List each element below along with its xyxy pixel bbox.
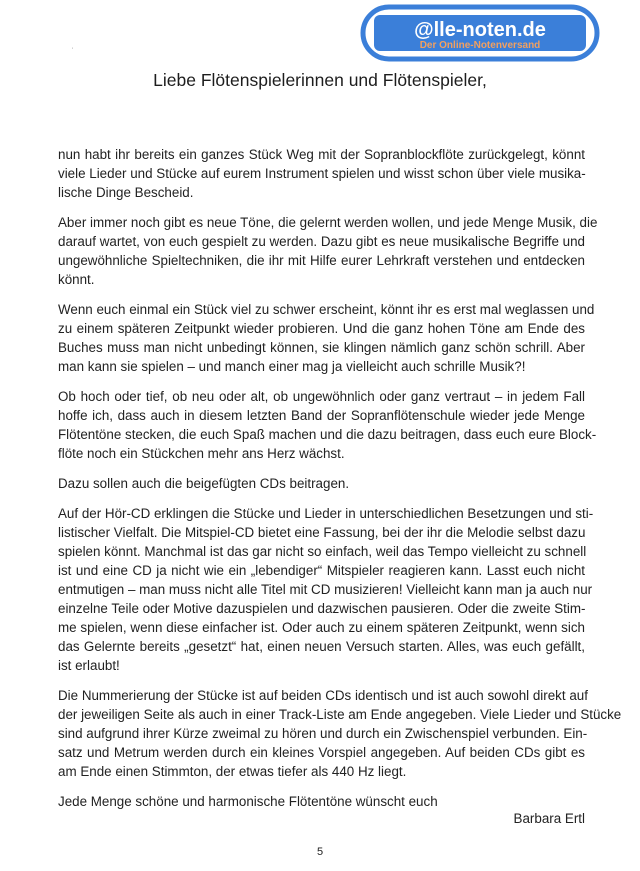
text-line: darauf wartet, von euch gespielt zu werden. Dazu gibt es neue musikalische Begriffe und — [58, 234, 585, 249]
text-line: Aber immer noch gibt es neue Töne, die gelernt werden wollen, und jede Menge Musik, die — [58, 215, 598, 230]
text-line: Dazu sollen auch die beigefügten CDs beitragen. — [58, 476, 350, 491]
watermark-tagline: Der Online-Notenversand — [419, 40, 541, 51]
text-line: könnt. — [58, 272, 95, 287]
text-line: spielen könnt. Manchmal ist das gar nicht so einfach, weil das Tempo vielleicht zu schnell — [58, 544, 587, 559]
page-title: Liebe Flötenspielerinnen und Flötenspieler, — [153, 70, 487, 90]
text-line: sind aufgrund ihrer Kürze zweimal zu hören und durch ein Zwischenspiel verbunden. Ein- — [58, 726, 588, 741]
corner-mark: ' — [72, 48, 74, 54]
paragraph — [58, 387, 597, 463]
text-line: flöte noch ein Stückchen mehr ans Herz wächst. — [58, 446, 345, 461]
text-line: man kann sie spielen – und manch einer mag ja vielleicht auch schrille Musik?! — [58, 359, 526, 374]
text-line: ist und eine CD ja nicht wie ein „lebendiger“ Mitspieler reagieren kann. Lasst euch nicht — [58, 563, 585, 578]
text-line: Auf der Hör-CD erklingen die Stücke und Lieder in unterschiedlichen Besetzungen und sti- — [58, 506, 594, 521]
text-line: einzelne Teile oder Motive dazuspielen und dazwischen pausieren. Oder die zweite Stim- — [58, 601, 586, 616]
text-line: satz und Metrum werden durch ein kleines Vorspiel angegeben. Auf beiden CDs gibt es — [58, 745, 585, 760]
text-line: Buches muss man nicht unbedingt können, sie klingen nämlich ganz schön schrill. Aber — [58, 340, 585, 355]
paragraph — [58, 213, 598, 289]
text-line: Jede Menge schöne und harmonische Flötentöne wünscht euch — [58, 794, 438, 809]
watermark-brand: @lle-noten.de — [414, 19, 546, 41]
paragraph — [58, 474, 585, 493]
text-line: listischer Vielfalt. Die Mitspiel-CD bietet eine Fassung, bei der ihr die Melodie selbst dazu — [58, 525, 586, 540]
text-line: Ob hoch oder tief, ob neu oder alt, ob ungewöhnlich oder ganz vertraut – in jedem Fall — [58, 389, 585, 404]
text-line: am Ende einen Stimmton, der etwas tiefer als 440 Hz liegt. — [58, 764, 407, 779]
signature: Barbara Ertl — [513, 811, 585, 826]
paragraph — [58, 686, 622, 781]
text-line: nun habt ihr bereits ein ganzes Stück Weg mit der Sopranblockflöte zurückgelegt, könnt — [58, 147, 585, 162]
text-line: Wenn euch einmal ein Stück viel zu schwer erscheint, könnt ihr es erst mal weglassen und — [58, 302, 595, 317]
watermark-stamp — [360, 4, 600, 62]
text-line: ungewöhnliche Spieltechniken, die ihr mit Hilfe eurer Lehrkraft verstehen und entdecken — [58, 253, 585, 268]
text-line: ist erlaubt! — [58, 658, 120, 673]
text-line: lische Dinge Bescheid. — [58, 185, 194, 200]
text-line: der jeweiligen Seite als auch in einer Track-Liste am Ende angegeben. Viele Lieder und Stücke — [58, 707, 622, 722]
text-line: me spielen, wenn diese einfacher ist. Oder auch zu einem späteren Zeitpunkt, wenn sich — [58, 620, 585, 635]
text-line: das Gelernte bereits „gesetzt“ hat, einen neuen Versuch starten. Alles, was euch gefällt, — [58, 639, 585, 654]
paragraph — [58, 504, 594, 675]
text-line: entmutigen – man muss nicht alle Titel mit CD musizieren! Vielleicht kann man ja auch nur — [58, 582, 593, 597]
text-line: zu einem späteren Zeitpunkt wieder probieren. Und die ganz hohen Töne am Ende des — [58, 321, 585, 336]
page-number: 5 — [316, 846, 324, 858]
text-line: viele Lieder und Stücke auf eurem Instrument spielen und wisst schon über viele musika- — [58, 166, 586, 181]
letter-body — [58, 145, 622, 828]
paragraph — [58, 300, 595, 376]
text-line: hoffe ich, dass auch in diesem letzten Band der Sopranflötenschule wieder jede Menge — [58, 408, 585, 423]
paragraph — [58, 145, 585, 202]
text-line: Flötentöne stecken, die euch Spaß machen und die dazu beitragen, dass euch eure Block- — [58, 427, 597, 442]
text-line: Die Nummerierung der Stücke ist auf beiden CDs identisch und ist auch sowohl direkt auf — [58, 688, 588, 703]
